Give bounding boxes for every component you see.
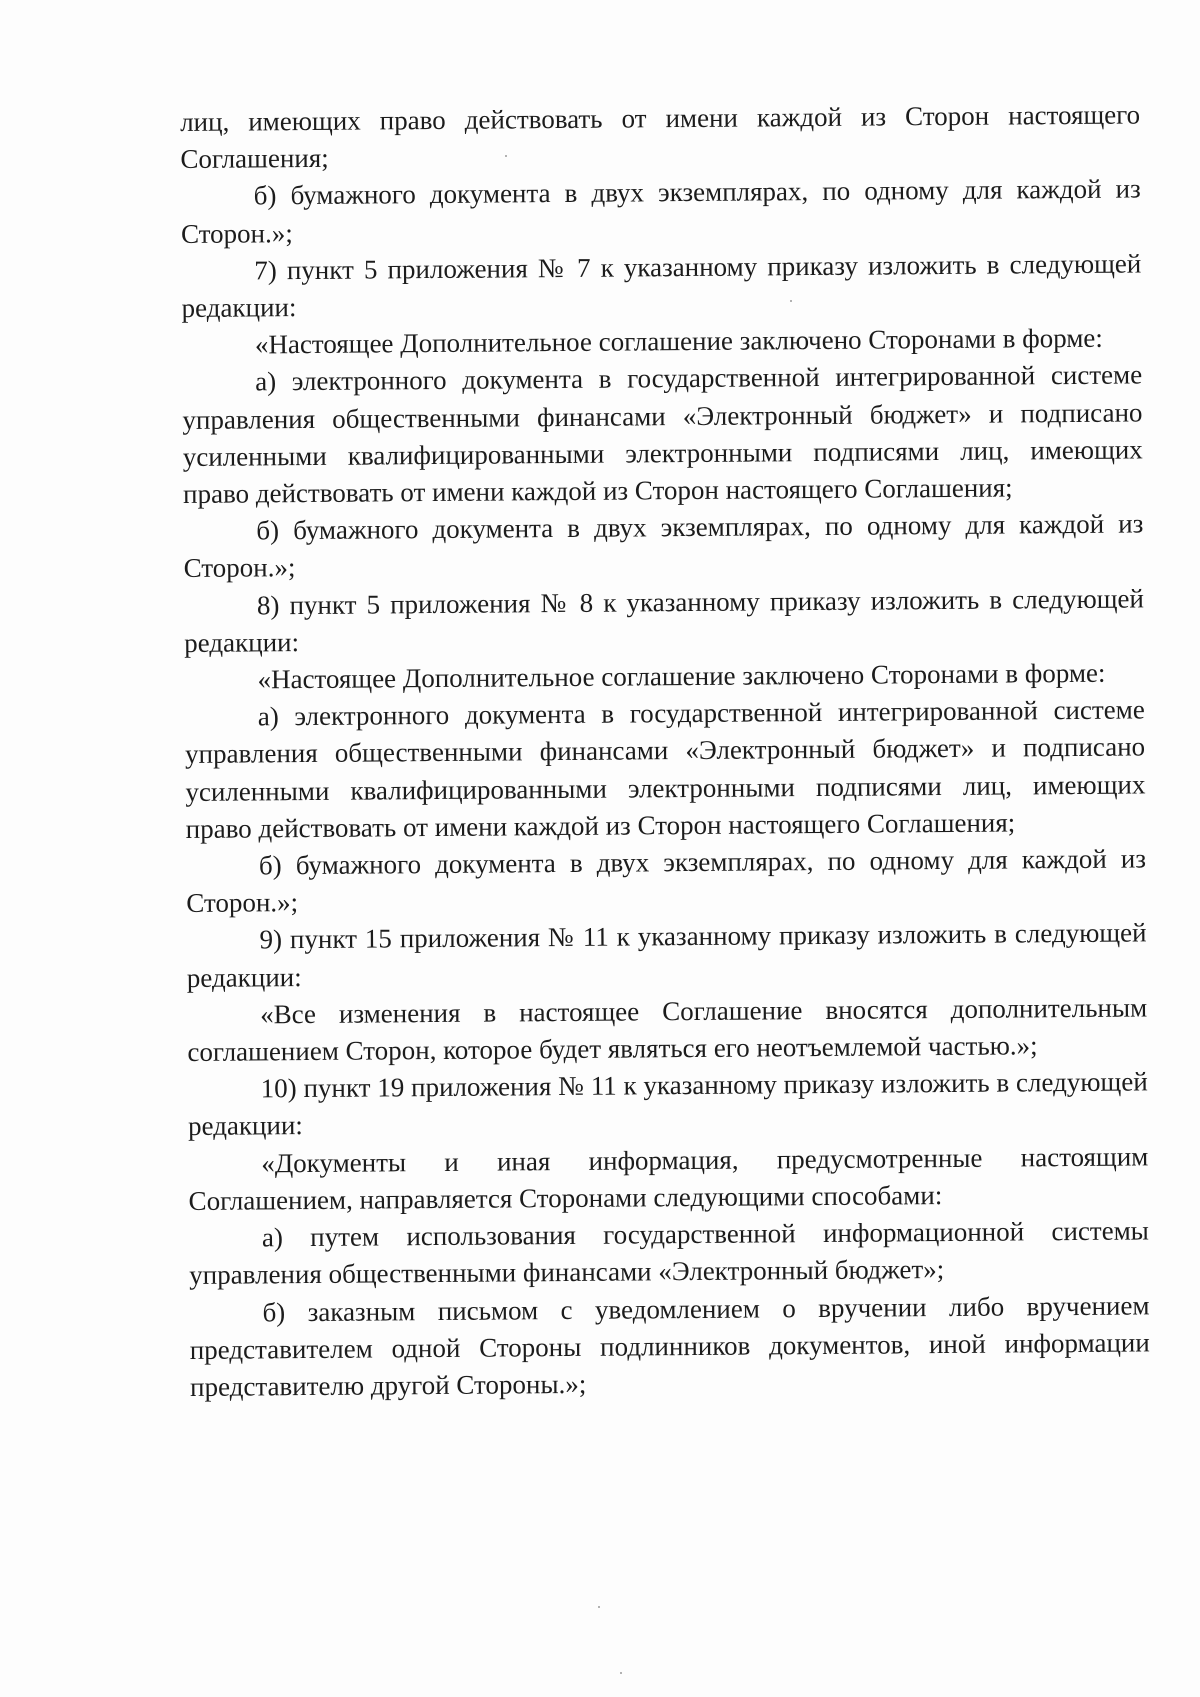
scan-speck [790, 300, 792, 302]
paragraph-16: б) заказным письмом с уведомлением о вручении либо вручением представителем одной Стороны подлинников документов, иной информации представителю другой Стороны.»; [189, 1289, 1150, 1402]
paragraph-13: 10) пункт 19 приложения № 11 к указанному приказу изложить в следующей редакции: [187, 1066, 1148, 1142]
paragraph-3: 7) пункт 5 приложения № 7 к указанному приказу изложить в следующей редакции: [181, 248, 1142, 324]
paragraph-11: 9) пункт 15 приложения № 11 к указанному приказу изложить в следующей редакции: [186, 917, 1147, 993]
scan-speck [620, 1672, 622, 1674]
paragraph-2: б) бумажного документа в двух экземплярах, по одному для каждой из Сторон.»; [180, 173, 1141, 249]
scan-speck [505, 155, 507, 157]
document-body [180, 96, 1150, 1406]
paragraph-7: 8) пункт 5 приложения № 8 к указанному приказу изложить в следующей редакции: [184, 583, 1145, 658]
paragraph-12: «Все изменения в настоящее Соглашение вносятся дополнительным соглашением Сторон, которое будет являться его неотъемлемой частью.»; [187, 992, 1148, 1068]
paragraph-1: лиц, имеющих право действовать от имени каждой из Сторон настоящего Соглашения; [180, 99, 1141, 175]
paragraph-14: «Документы и иная информация, предусмотренные настоящим Соглашением, направляется Сторонами следующими способами: [188, 1141, 1149, 1216]
paragraph-6: б) бумажного документа в двух экземплярах, по одному для каждой из Сторон.»; [183, 508, 1144, 584]
paragraph-15: а) путем использования государственной информационной системы управления общественными финансами «Электронный бюджет»; [189, 1215, 1149, 1291]
paragraph-5: а) электронного документа в государственной интегрированной системе управления общественными финансами «Электронный бюджет» и подписано усиленными квалифицированными электронными подписями лиц, имеющих право действовать от имени каждой из Сторон настоящего Соглашения; [182, 359, 1143, 510]
scan-speck [598, 1606, 600, 1608]
paragraph-4: «Настоящее Дополнительное соглашение заключено Сторонами в форме: [254, 322, 1103, 360]
paragraph-8: «Настоящее Дополнительное соглашение заключено Сторонами в форме: [257, 657, 1106, 695]
paragraph-10: б) бумажного документа в двух экземплярах, по одному для каждой из Сторон.»; [186, 843, 1147, 919]
paragraph-9: а) электронного документа в государственной интегрированной системе управления общественными финансами «Электронный бюджет» и подписано усиленными квалифицированными электронными подписями лиц, имеющих право действовать от имени каждой из Сторон настоящего Соглашения; [184, 694, 1146, 844]
